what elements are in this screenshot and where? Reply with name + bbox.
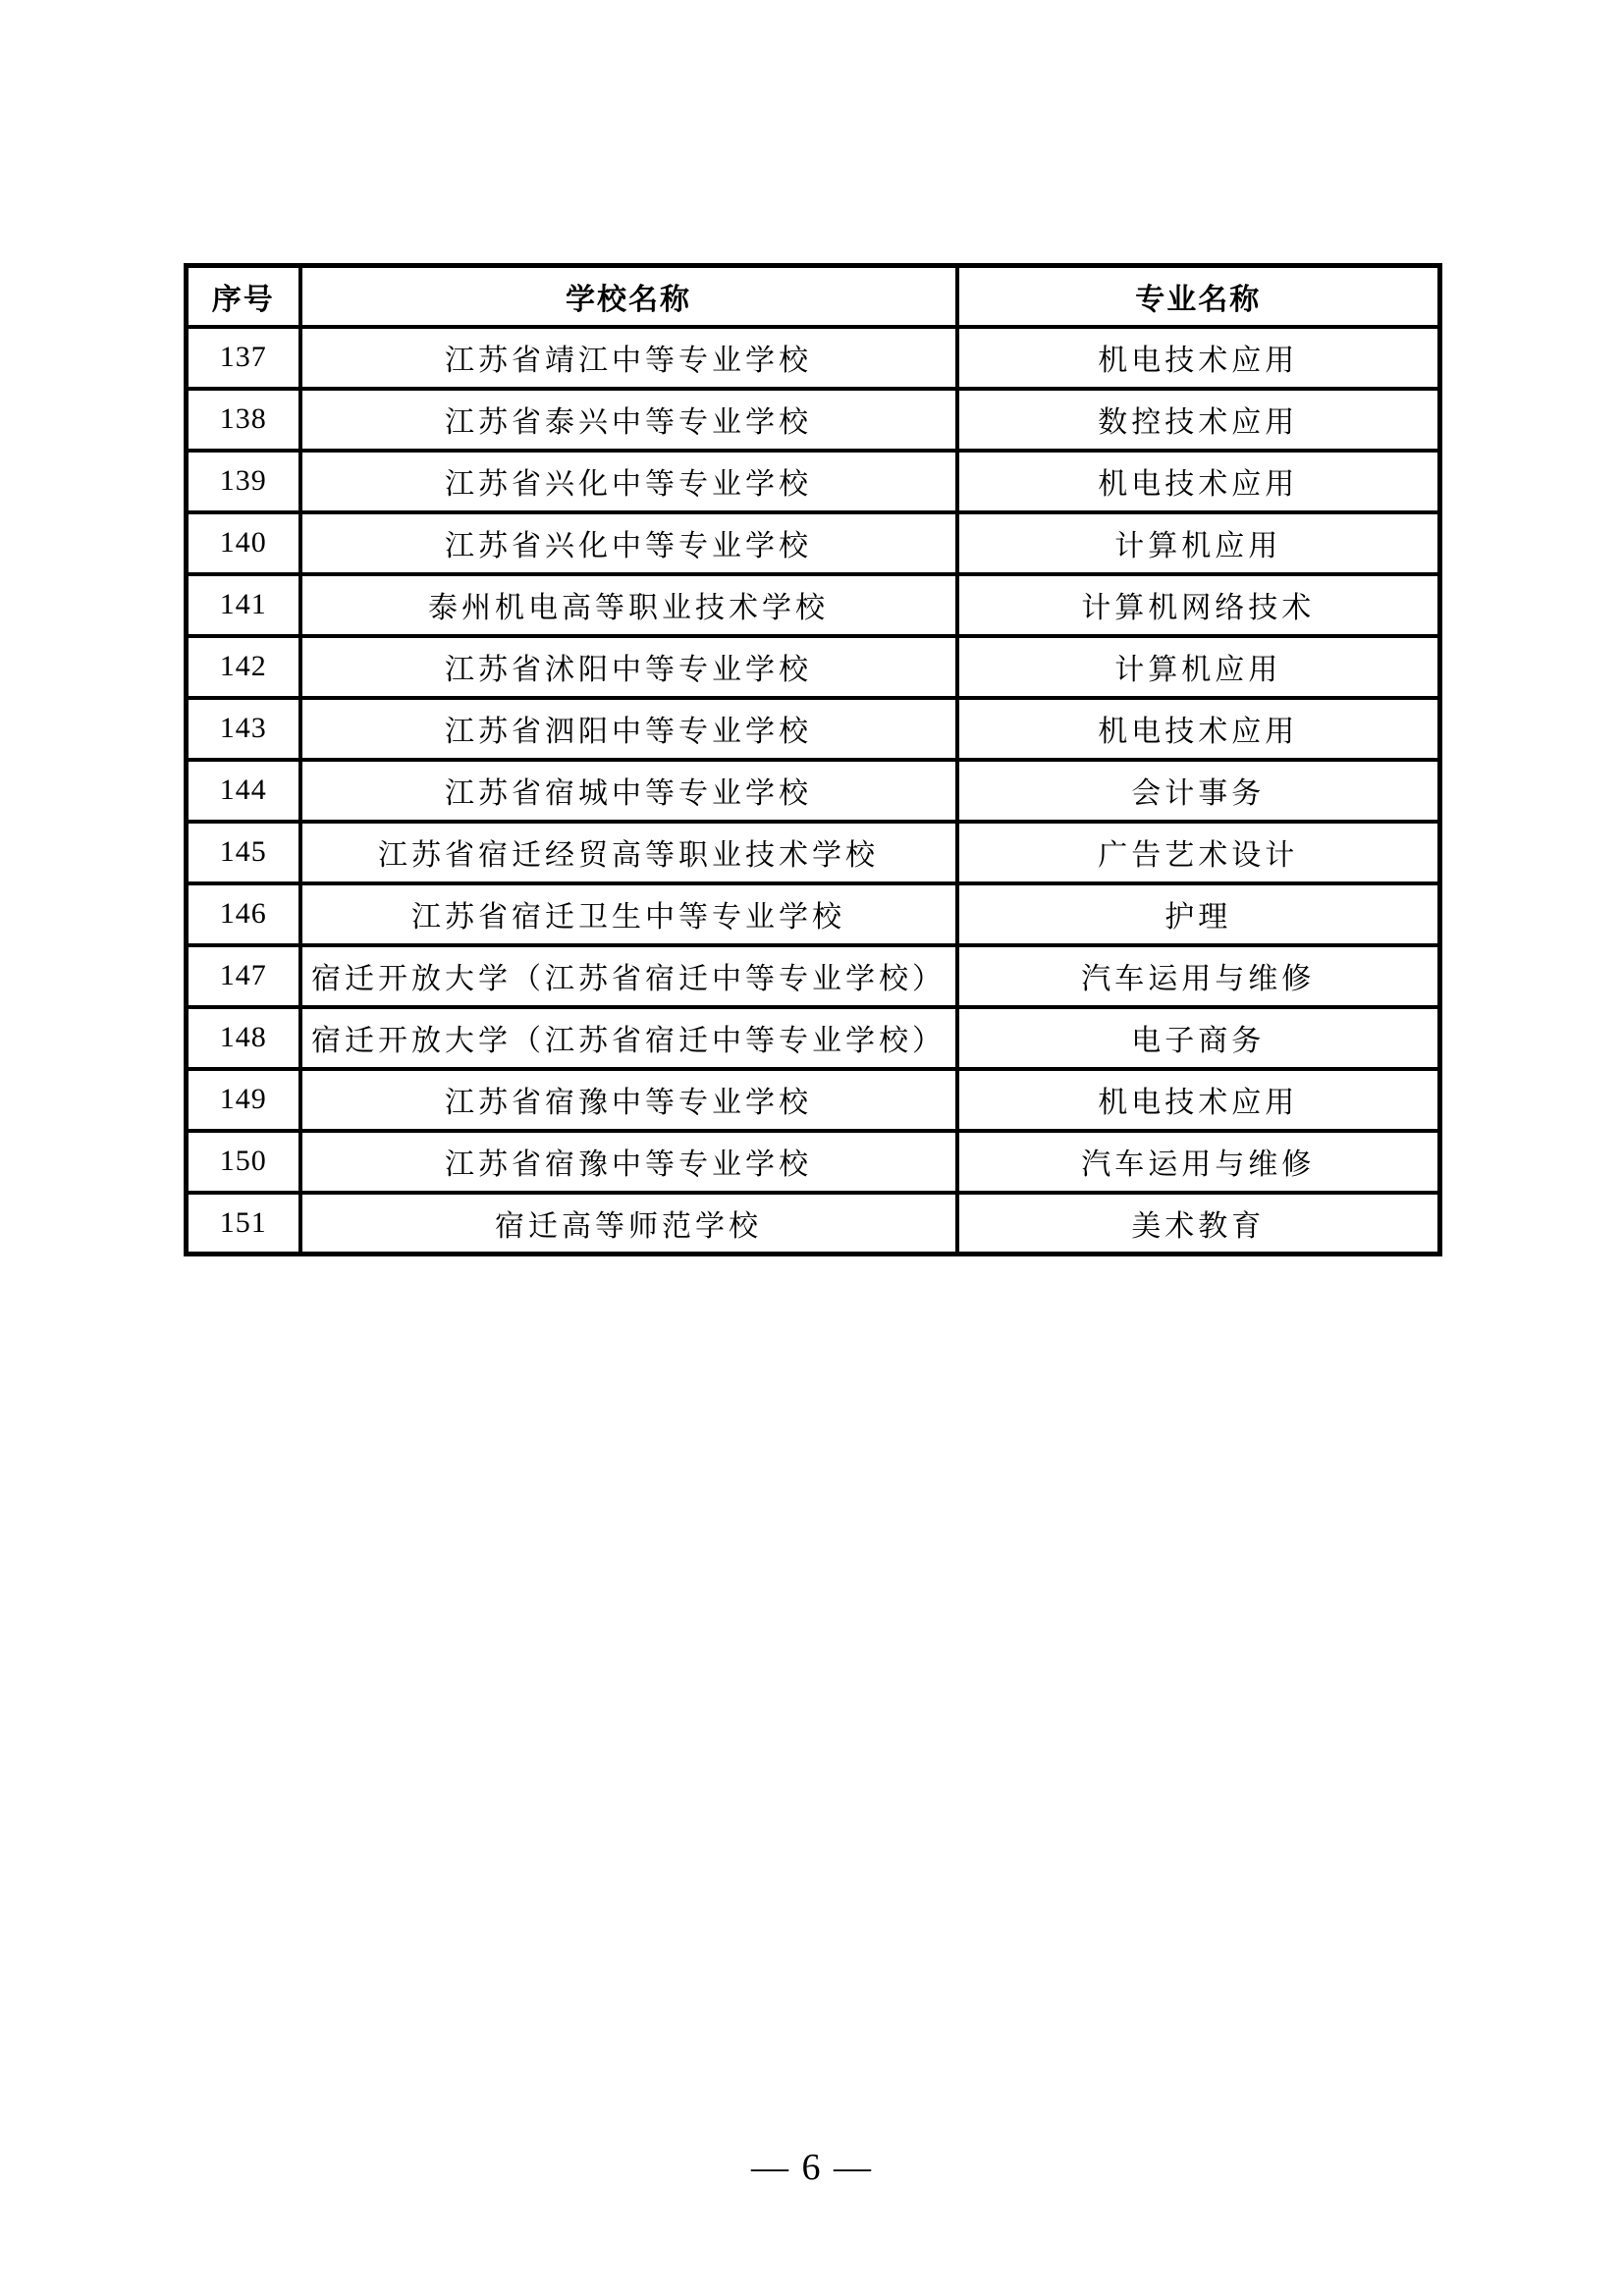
school-name-cell: 江苏省泗阳中等专业学校	[300, 698, 957, 760]
serial-cell: 139	[187, 451, 300, 512]
table-row	[187, 1007, 1440, 1069]
serial-cell: 149	[187, 1069, 300, 1131]
serial-cell: 147	[187, 945, 300, 1007]
table-row	[187, 1193, 1440, 1255]
serial-cell: 140	[187, 512, 300, 574]
serial-cell: 138	[187, 389, 300, 451]
school-name-cell: 泰州机电高等职业技术学校	[300, 574, 957, 636]
table-row	[187, 1131, 1440, 1193]
major-name-cell: 美术教育	[957, 1193, 1440, 1255]
serial-cell: 141	[187, 574, 300, 636]
serial-cell: 142	[187, 636, 300, 698]
major-name-cell: 汽车运用与维修	[957, 945, 1440, 1007]
major-name-cell: 机电技术应用	[957, 327, 1440, 389]
major-name-cell: 机电技术应用	[957, 1069, 1440, 1131]
major-name-cell: 护理	[957, 883, 1440, 945]
serial-cell: 148	[187, 1007, 300, 1069]
school-name-cell: 宿迁开放大学（江苏省宿迁中等专业学校）	[300, 945, 957, 1007]
major-name-cell: 广告艺术设计	[957, 822, 1440, 883]
table-row	[187, 760, 1440, 822]
table-row	[187, 451, 1440, 512]
school-name-cell: 宿迁开放大学（江苏省宿迁中等专业学校）	[300, 1007, 957, 1069]
serial-cell: 143	[187, 698, 300, 760]
major-name-cell: 数控技术应用	[957, 389, 1440, 451]
major-name-cell: 机电技术应用	[957, 451, 1440, 512]
table-row	[187, 945, 1440, 1007]
table-row	[187, 822, 1440, 883]
major-name-cell: 计算机应用	[957, 636, 1440, 698]
school-name-cell: 江苏省兴化中等专业学校	[300, 512, 957, 574]
table-row	[187, 698, 1440, 760]
column-header-major: 专业名称	[957, 266, 1440, 327]
school-name-cell: 江苏省泰兴中等专业学校	[300, 389, 957, 451]
serial-cell: 151	[187, 1193, 300, 1255]
school-name-cell: 江苏省宿城中等专业学校	[300, 760, 957, 822]
school-name-cell: 宿迁高等师范学校	[300, 1193, 957, 1255]
column-header-school: 学校名称	[300, 266, 957, 327]
school-major-table	[184, 263, 1442, 1256]
column-header-serial: 序号	[187, 266, 300, 327]
school-name-cell: 江苏省兴化中等专业学校	[300, 451, 957, 512]
page-number: — 6 —	[751, 2147, 873, 2188]
major-name-cell: 会计事务	[957, 760, 1440, 822]
school-name-cell: 江苏省宿豫中等专业学校	[300, 1069, 957, 1131]
table-row	[187, 574, 1440, 636]
table-row	[187, 636, 1440, 698]
table-row	[187, 1069, 1440, 1131]
table-row	[187, 327, 1440, 389]
table-row	[187, 883, 1440, 945]
serial-cell: 144	[187, 760, 300, 822]
major-name-cell: 汽车运用与维修	[957, 1131, 1440, 1193]
school-name-cell: 江苏省宿迁经贸高等职业技术学校	[300, 822, 957, 883]
major-name-cell: 计算机网络技术	[957, 574, 1440, 636]
table-row	[187, 389, 1440, 451]
serial-cell: 146	[187, 883, 300, 945]
school-name-cell: 江苏省靖江中等专业学校	[300, 327, 957, 389]
table-header-row	[187, 266, 1440, 327]
major-name-cell: 机电技术应用	[957, 698, 1440, 760]
school-name-cell: 江苏省沭阳中等专业学校	[300, 636, 957, 698]
school-name-cell: 江苏省宿豫中等专业学校	[300, 1131, 957, 1193]
table-row	[187, 512, 1440, 574]
serial-cell: 137	[187, 327, 300, 389]
major-name-cell: 计算机应用	[957, 512, 1440, 574]
school-name-cell: 江苏省宿迁卫生中等专业学校	[300, 883, 957, 945]
serial-cell: 145	[187, 822, 300, 883]
serial-cell: 150	[187, 1131, 300, 1193]
major-name-cell: 电子商务	[957, 1007, 1440, 1069]
